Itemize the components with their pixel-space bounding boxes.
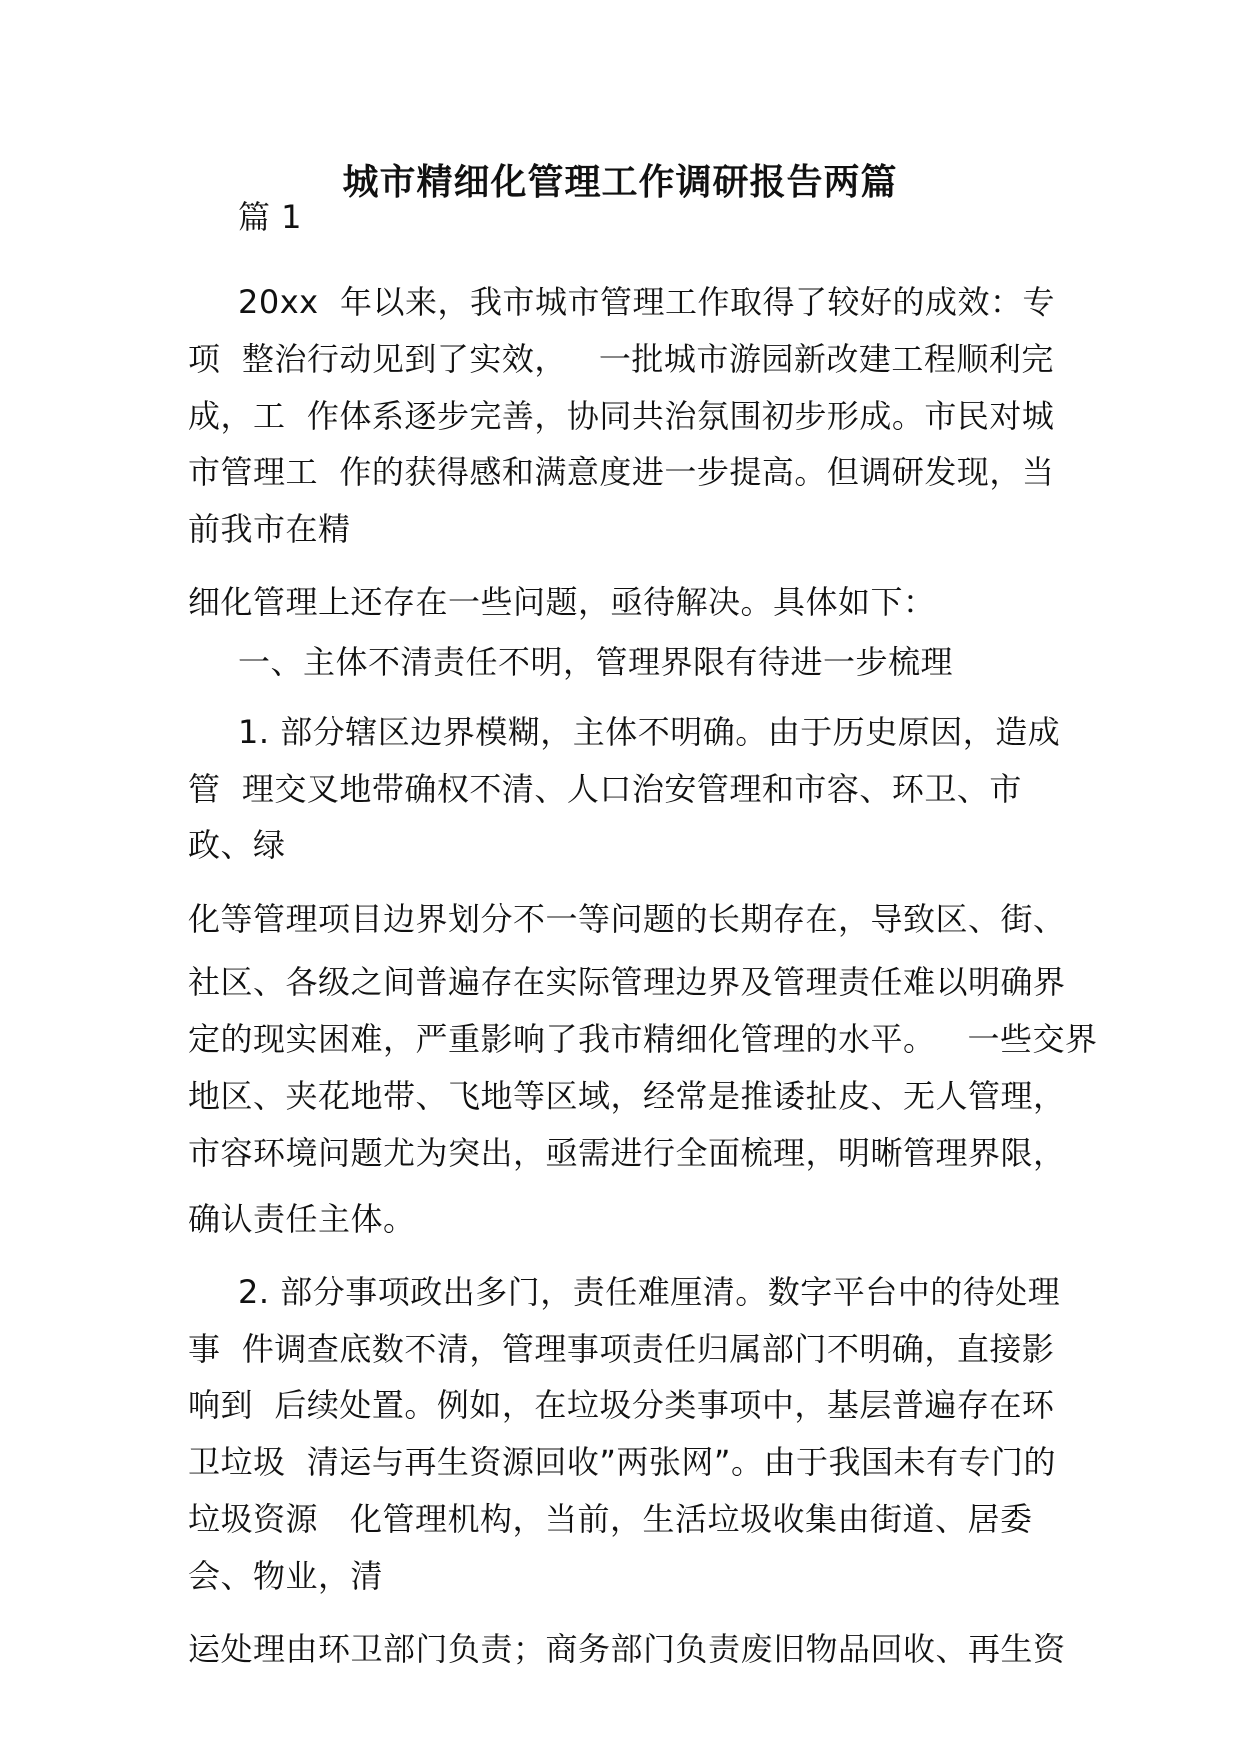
paragraph-line: 确认责任主体。 [188,1200,416,1238]
paragraph-line: 1. 部分辖区边界模糊，主体不明确。由于历史原因，造成 [238,713,1061,751]
paragraph-line: 成，工 作体系逐步完善，协同共治氛围初步形成。市民对城 [188,397,1055,435]
paragraph-line: 垃圾资源 化管理机构，当前，生活垃圾收集由街道、居委 [188,1500,1033,1538]
paragraph-line: 管 理交叉地带确权不清、人口治安管理和市容、环卫、市 [188,770,1022,808]
section-label: 篇 1 [238,198,303,236]
paragraph-line: 化等管理项目边界划分不一等问题的长期存在，导致区、街、 [188,900,1066,938]
paragraph-line: 20xx 年以来，我市城市管理工作取得了较好的成效：专 [238,283,1055,321]
paragraph-line: 会、物业，清 [188,1557,384,1595]
paragraph-line: 2. 部分事项政出多门，责任难厘清。数字平台中的待处理 [238,1273,1061,1311]
paragraph-line: 响到 后续处置。例如，在垃圾分类事项中，基层普遍存在环 [188,1386,1055,1424]
paragraph-line: 细化管理上还存在一些问题，亟待解决。具体如下： [188,583,936,621]
paragraph-line: 市容环境问题尤为突出，亟需进行全面梳理，明晰管理界限， [188,1134,1066,1172]
paragraph-line: 事 件调查底数不清，管理事项责任归属部门不明确，直接影 [188,1330,1055,1368]
section-heading: 一、主体不清责任不明，管理界限有待进一步梳理 [238,643,954,681]
paragraph-line: 定的现实困难，严重影响了我市精细化管理的水平。 一些交界 [188,1020,1098,1058]
paragraph-line: 项 整治行动见到了实效， 一批城市游园新改建工程顺利完 [188,340,1054,378]
paragraph-line: 政、绿 [188,826,286,864]
document-title: 城市精细化管理工作调研报告两篇 [342,162,898,203]
paragraph-line: 卫垃圾 清运与再生资源回收”两张网”。由于我国未有专门的 [188,1443,1057,1481]
paragraph-line: 社区、各级之间普遍存在实际管理边界及管理责任难以明确界 [188,963,1066,1001]
paragraph-line: 地区、夹花地带、飞地等区域，经常是推诿扯皮、无人管理， [188,1077,1066,1115]
paragraph-line: 运处理由环卫部门负责；商务部门负责废旧物品回收、再生资 [188,1630,1066,1668]
paragraph-line: 市管理工 作的获得感和满意度进一步提高。但调研发现，当 [188,453,1055,491]
paragraph-line: 前我市在精 [188,510,351,548]
